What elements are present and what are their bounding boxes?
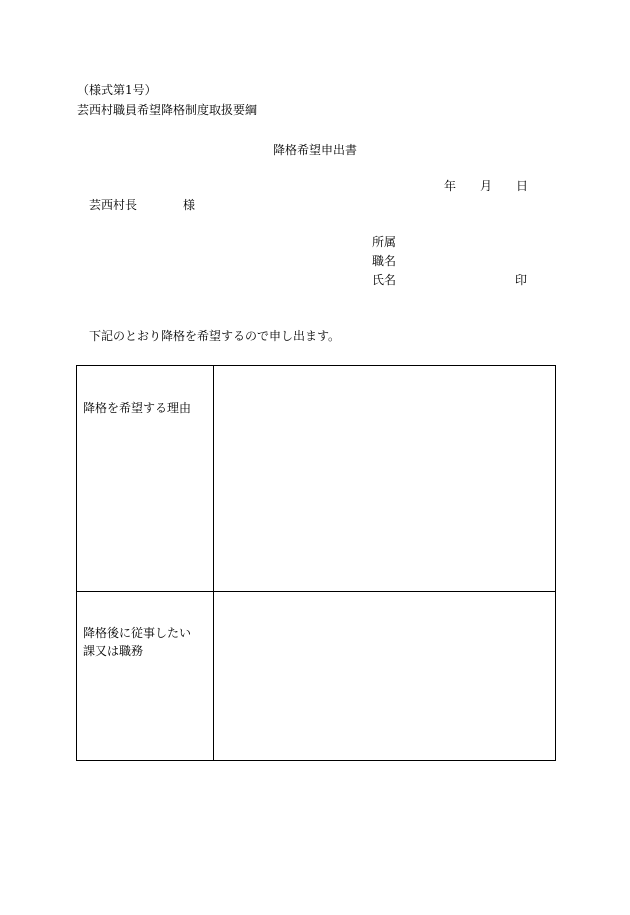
reason-label-cell bbox=[77, 366, 214, 592]
form-number: （様式第1号） bbox=[77, 83, 157, 97]
desired-post-row bbox=[77, 592, 556, 761]
desired-post-entry-cell[interactable] bbox=[214, 592, 556, 761]
regulation-title: 芸西村職員希望降格制度取扱要綱 bbox=[77, 103, 258, 117]
desired-post-label-line2: 課又は職務 bbox=[83, 644, 144, 658]
addressee-name: 芸西村長 bbox=[89, 198, 138, 212]
desired-post-label-line1: 降格後に従事したい bbox=[83, 626, 192, 640]
reason-entry-cell[interactable] bbox=[214, 366, 556, 592]
reason-row bbox=[77, 366, 556, 592]
document-title: 降格希望申出書 bbox=[273, 143, 358, 157]
applicant-name-label: 氏名 bbox=[372, 273, 397, 287]
seal-label: 印 bbox=[515, 273, 528, 287]
position-label: 職名 bbox=[372, 254, 397, 268]
desired-post-label-cell bbox=[77, 592, 214, 761]
date-day-label: 日 bbox=[516, 179, 529, 193]
date-year-label: 年 bbox=[444, 179, 457, 193]
affiliation-label: 所属 bbox=[372, 235, 397, 249]
application-table bbox=[76, 365, 556, 761]
reason-label: 降格を希望する理由 bbox=[83, 401, 192, 415]
intro-text: 下記のとおり降格を希望するので申し出ます。 bbox=[89, 329, 341, 343]
date-month-label: 月 bbox=[480, 179, 493, 193]
addressee-honorific: 様 bbox=[183, 198, 196, 212]
